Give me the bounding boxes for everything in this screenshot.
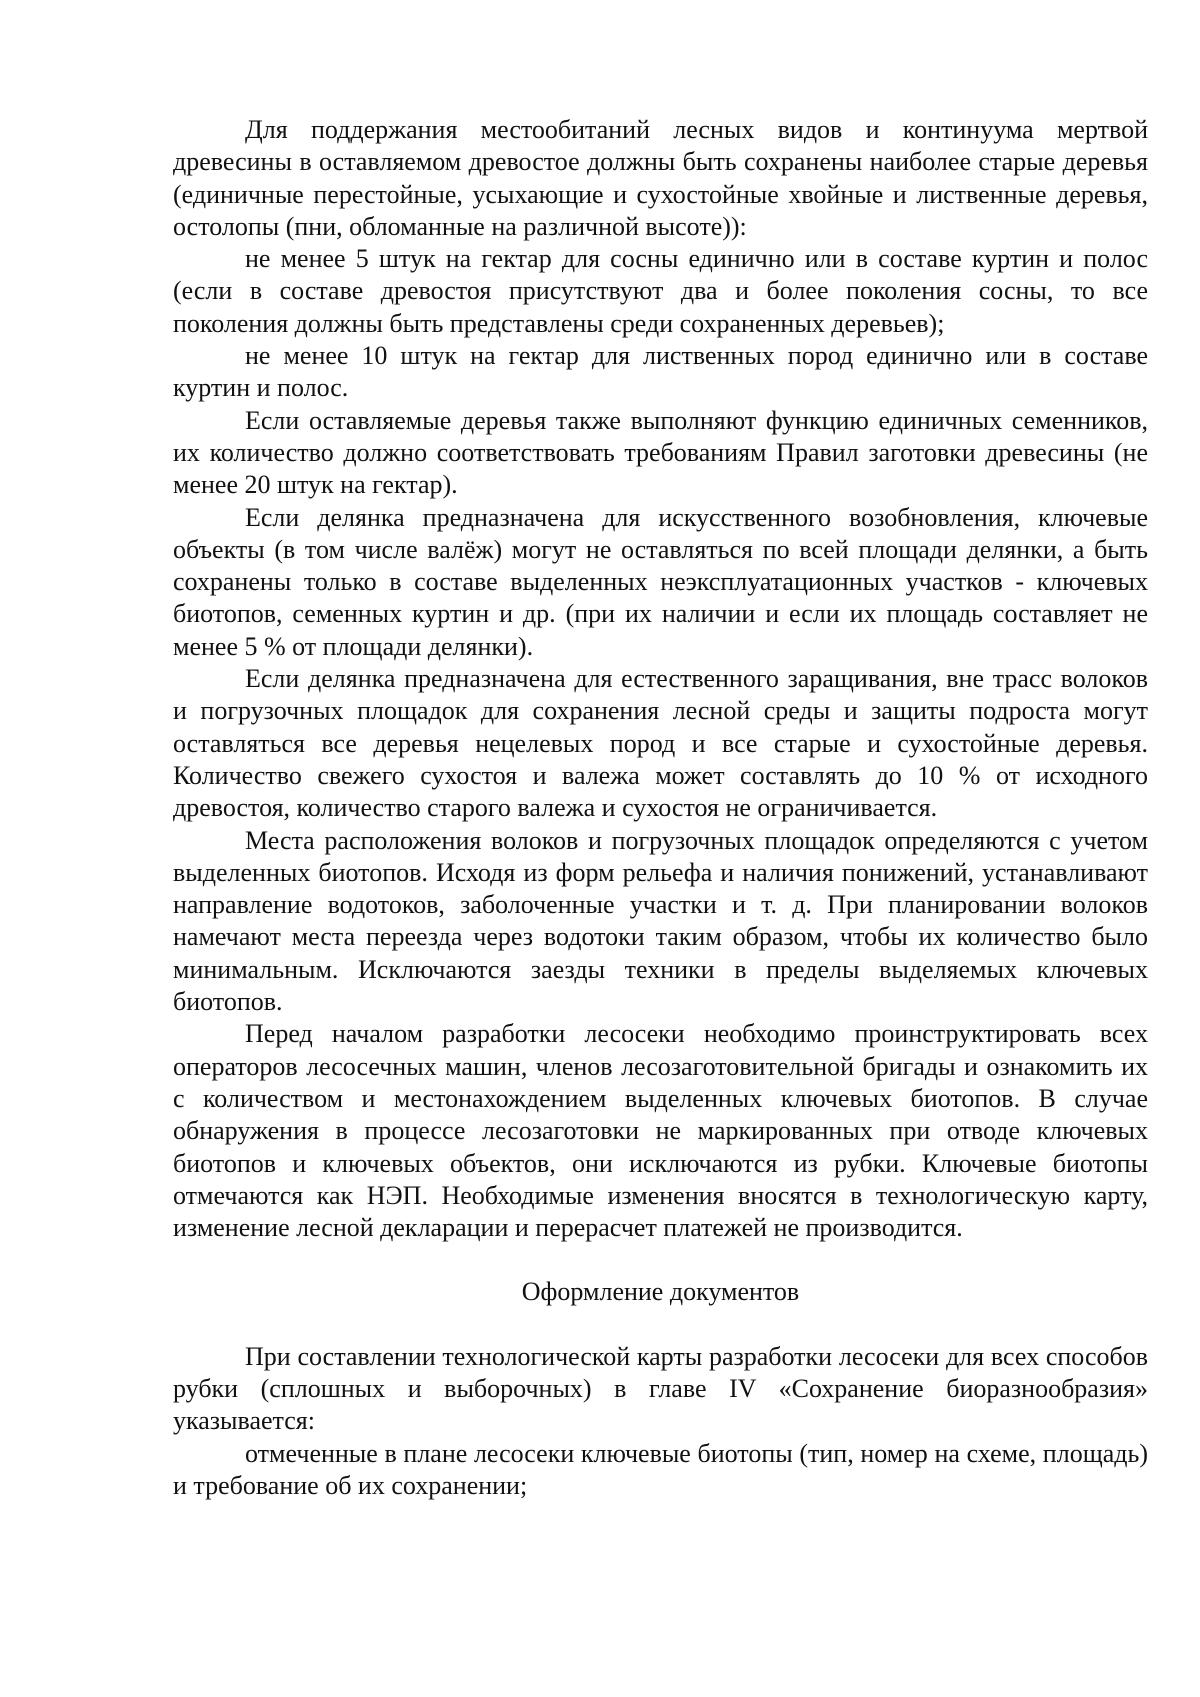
paragraph-artificial-regeneration: Если делянка предназначена для искусственного возобновления, ключевые объекты (в том числе валёж) могут не оставляться по всей площади делянки, а быть сохранены только в составе выделенных неэксплуатационных участков - ключевых биотопов, семенных куртин и др. (при их наличии и если их площадь составляет не менее 5 % от площади делянки). — [173, 502, 1148, 661]
section-heading: Оформление документов — [521, 1277, 800, 1307]
paragraph-operator-briefing: Перед началом разработки лесосеки необходимо проинструктировать всех операторов лесосечных машин, членов лесозаготовительной бригады и ознакомить их с количеством и местонахождением выделенных ключевых биотопов. В случае обнаружения в процессе лесозаготовки не маркированных при отводе ключевых биотопов и ключевых объектов, они исключаются из рубки. Ключевые биотопы отмечаются как НЭП. Необходимые изменения вносятся в технологическую карту, изменение лесной декларации и перерасчет платежей не производится. — [173, 1019, 1148, 1243]
paragraph-pine-requirement: не менее 5 штук на гектар для сосны единично или в составе куртин и полос (если в составе древостоя присутствуют два и более поколения сосны, то все поколения должны быть представлены среди сохраненных деревьев); — [173, 244, 1148, 338]
paragraph-deciduous-requirement: не менее 10 штук на гектар для лиственных пород единично или в составе куртин и полос. — [173, 341, 1148, 403]
paragraph-deadwood-habitat: Для поддержания местообитаний лесных видов и континуума мертвой древесины в оставляемом древостое должны быть сохранены наиболее старые деревья (единичные перестойные, усыхающие и сухостойные хвойные и лиственные деревья, остолопы (пни, обломанные на различной высоте)): — [173, 115, 1148, 241]
paragraph-key-biotopes-list-item: отмеченные в плане лесосеки ключевые биотопы (тип, номер на схеме, площадь) и требование об их сохранении; — [173, 1438, 1148, 1500]
paragraph-natural-regeneration: Если делянка предназначена для естественного заращивания, вне трасс волоков и погрузочных площадок для сохранения лесной среды и защиты подроста могут оставляться все деревья нецелевых пород и все старые и сухостойные деревья. Количество свежего сухостоя и валежа может составлять до 10 % от исходного древостоя, количество старого валежа и сухостоя не ограничивается. — [173, 664, 1148, 823]
paragraph-skid-trails: Места расположения волоков и погрузочных площадок определяются с учетом выделенных биотопов. Исходя из форм рельефа и наличия понижений, устанавливают направление водотоков, заболоченные участки и т. д. При планировании волоков намечают места переезда через водотоки таким образом, чтобы их количество было минимальным. Исключаются заезды техники в пределы выделяемых ключевых биотопов. — [173, 825, 1148, 1017]
document-page — [173, 114, 1148, 1502]
paragraph-tech-map: При составлении технологической карты разработки лесосеки для всех способов рубки (сплошных и выборочных) в главе IV «Сохранение биоразнообразия» указывается: — [173, 1341, 1148, 1436]
paragraph-seed-trees: Если оставляемые деревья также выполняют функцию единичных семенников, их количество должно соответствовать требованиям Правил заготовки древесины (не менее 20 штук на гектар). — [173, 405, 1148, 500]
